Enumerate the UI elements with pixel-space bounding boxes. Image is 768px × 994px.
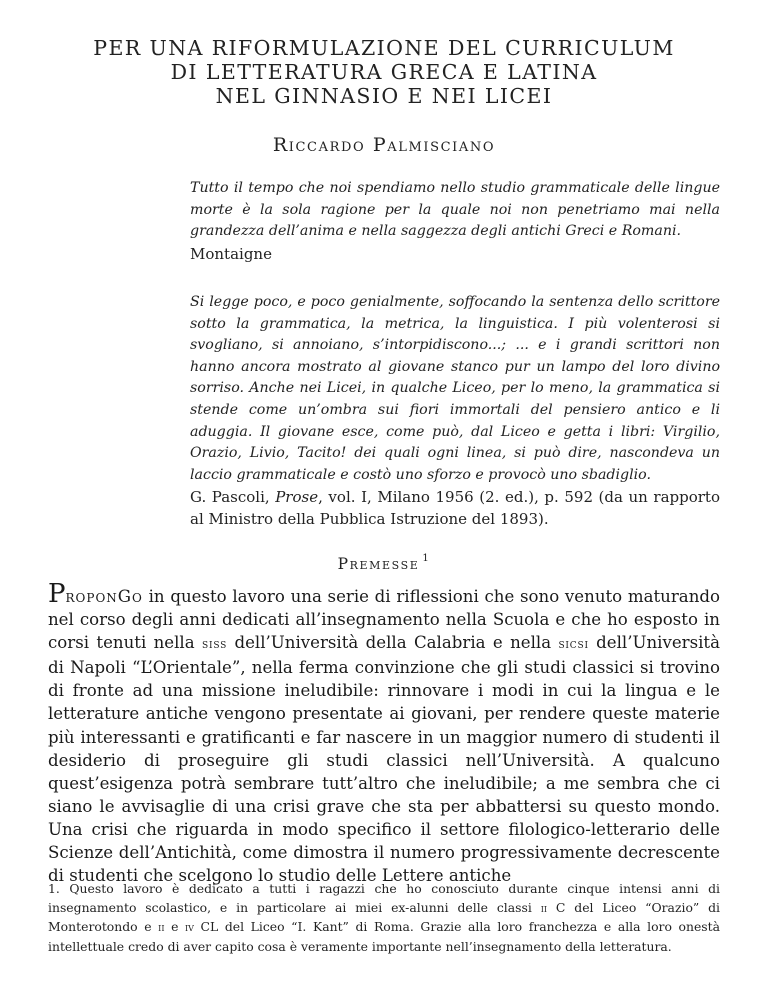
author-name: Riccardo Palmisciano [272,134,496,156]
title-line: NEL GINNASIO E NEI LICEI [215,84,553,108]
epigraph-quote: Tutto il tempo che noi spendiamo nello studio grammaticale delle lingue morte è la sola ragione per la quale noi non penetriamo mai nella grandezza dell’anima e nella saggezza degli antichi Greci e Romani. [190,180,720,240]
drop-cap: P [48,579,66,609]
text-run: e [164,919,186,935]
source-author: G. Pascoli, [190,488,276,507]
section-title: Premesse [337,555,420,573]
paragraph [48,579,720,887]
title-line: DI LETTERATURA GRECA E LATINA [170,60,598,84]
footnote [48,880,720,956]
class-numeral: ii [540,901,548,915]
footnote-marker: 1 [422,553,431,564]
article-title [0,36,768,108]
epigraph-source [190,486,720,530]
text-run: in questo lavoro una serie di riflessioni che sono venuto maturando nel corso degli anni dedicati all’insegnamento nella Scuola e che ho esposto in corsi tenuti nella [48,587,720,653]
text-run: 1. Questo lavoro è dedicato a tutti i ragazzi che ho conosciuto durante cinque intensi anni di insegnamento scolastico, e in particolare ai miei ex-alunni delle classi [48,881,720,915]
epigraph-source: Montaigne [190,244,272,263]
source-work: Prose [275,488,319,507]
text-run: CL del Liceo “I. Kant” di Roma. Grazie alla loro franchezza e alla loro onestà intellettuale credo di aver capito cosa è veramente importante nell’insegnamento della letteratura. [48,919,721,954]
abbrev-siss: siss [202,636,228,653]
epigraph-pascoli [190,292,720,530]
class-numeral: ii [158,921,165,935]
text-run: dell’Università di Napoli “L’Orientale”, nella ferma convinzione che gli studi classici si trovino di fronte ad una missione ineludibile: rinnovare i modi in cui la lingua e le letterature antiche vengono presentate ai giovani, per rendere queste materie più interessanti e gratificanti e far nascere in un maggior numero di studenti il desiderio di proseguire gli studi classici nell’Università. A qualcuno quest’esigenza potrà sembrare tutt’altro che ineludibile; a me sembra che ci siano le avvisaglie di una crisi grave che sta per abbattersi su questo mondo. Una crisi che riguarda in modo specifico il settore filologico-letterario delle Scienze dell’Antichità, come dimostra il numero progressivamente decrescente di studenti che scelgono lo studio delle Lettere antiche [48,633,720,886]
abbrev-sicsi: sicsi [558,636,589,653]
text-run: dell’Università della Calabria e nella [227,633,559,653]
body-text [48,579,720,887]
title-line: PER UNA RIFORMULAZIONE DEL CURRICULUM [93,36,675,60]
class-numeral: iv [185,921,194,935]
text-run: C del Liceo “Orazio” di Monterotondo e [48,899,720,935]
first-word: roponGo [65,587,143,606]
epigraph-montaigne [190,178,720,265]
section-heading [0,555,768,573]
epigraph-quote: Si legge poco, e poco genialmente, soffocando la sentenza dello scrittore sotto la grammatica, la metrica, la linguistica. I più volenterosi si svogliano, si annoiano, s’intorpidiscono...; ... e i grandi scrittori non hanno ancora mostrato al giovane stanco pur un lampo del loro divino sorriso. Anche nei Licei, in qualche Liceo, per lo meno, la grammatica si stende come un’ombra sui fiori immortali del pensiero antico e li aduggia. Il giovane esce, come può, dal Liceo e getta i libri: Virgilio, Orazio, Livio, Tacito! dei quali ogni linea, si può dire, nascondeva un laccio grammaticale e costò uno sforzo e provocò uno sbadiglio. [190,294,720,483]
source-details: , vol. I, Milano 1956 (2. ed.), p. 592 (da un rapporto al Ministro della Pubblica Istruzione del 1893). [190,488,720,529]
